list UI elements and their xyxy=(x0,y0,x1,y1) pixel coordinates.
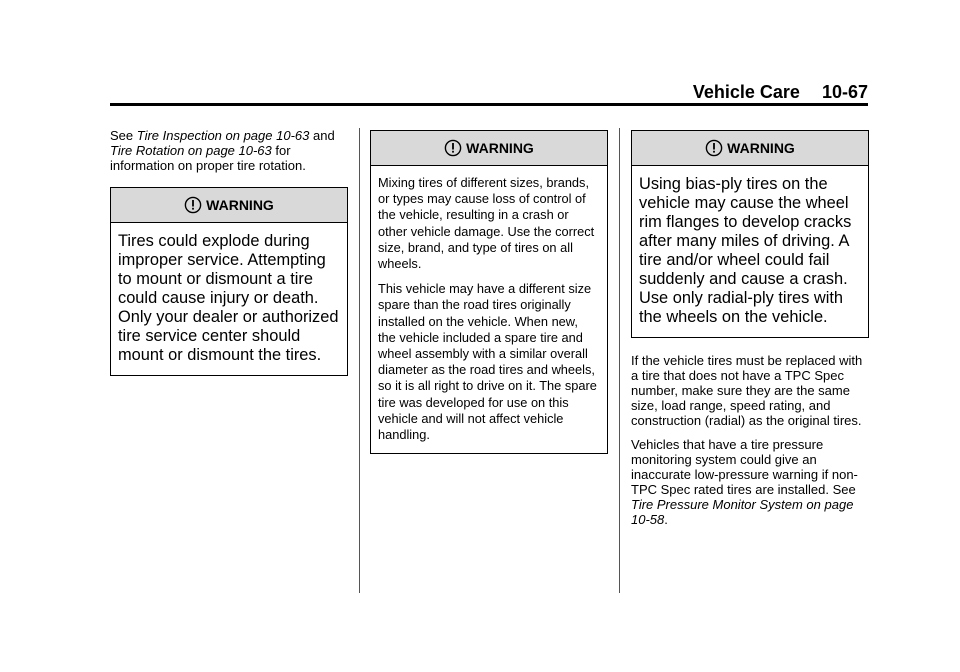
column-1 xyxy=(110,128,348,376)
warning-title: WARNING xyxy=(727,140,795,156)
warning-box-mixing-tires xyxy=(370,130,608,454)
section-title: Vehicle Care xyxy=(692,82,800,102)
warning-header xyxy=(632,131,868,166)
intro-paragraph: See Tire Inspection on page 10-63 and Tire Rotation on page 10-63 for information on proper tire rotation. xyxy=(110,128,335,173)
tpms-link[interactable]: Tire Pressure Monitor System on page 10-58 xyxy=(631,497,854,527)
warning-title: WARNING xyxy=(466,140,534,156)
tire-inspection-link[interactable]: Tire Inspection on page 10-63 xyxy=(136,128,310,143)
column-3 xyxy=(631,128,869,527)
page-header xyxy=(110,82,868,102)
warning-box-explode xyxy=(110,187,348,376)
replacement-paragraph: If the vehicle tires must be replaced with a tire that does not have a TPC Spec number, make sure they are the same size, load range, speed rating, and construction (radial) as the original tires. xyxy=(631,353,863,428)
warning-icon xyxy=(184,196,202,214)
page-number: 10-67 xyxy=(821,82,868,102)
tpms-paragraph: Vehicles that have a tire pressure monitoring system could give an inaccurate low-pressure warning if non-TPC Spec rated tires are installed. See Tire Pressure Monitor System on page 10-58. xyxy=(631,437,858,527)
column-2 xyxy=(370,128,608,454)
warning-body: Using bias-ply tires on the vehicle may cause the wheel rim flanges to develop cracks after many miles of driving. A tire and/or wheel could fail suddenly and cause a crash. Use only radial-ply tires with the wheels on the vehicle. xyxy=(639,175,852,326)
warning-title: WARNING xyxy=(206,197,274,213)
header-rule xyxy=(110,103,868,106)
column-divider xyxy=(359,128,360,593)
warning-header xyxy=(111,188,347,223)
warning-icon xyxy=(705,139,723,157)
tire-rotation-link[interactable]: Tire Rotation on page 10-63 xyxy=(110,143,272,158)
warning-header xyxy=(371,131,607,166)
warning-box-bias-ply xyxy=(631,130,869,338)
column-divider xyxy=(619,128,620,593)
warning-icon xyxy=(444,139,462,157)
warning-body: Tires could explode during improper service. Attempting to mount or dismount a tire could cause injury or death. Only your dealer or authorized tire service center should mount or dismount the tires. xyxy=(118,232,339,364)
warning-body: Mixing tires of different sizes, brands, or types may cause loss of control of the vehicle, resulting in a crash or other vehicle damage. Use the correct size, brand, and type of tires on all wheels. This vehicle may have a different size spare than the road tires originally installed on the vehicle. When new, the vehicle included a spare tire and wheel assembly with a similar overall diameter as the road tires and wheels, so it is all right to drive on it. The spare tire was developed for use on this vehicle and will not affect vehicle handling. xyxy=(378,175,597,443)
